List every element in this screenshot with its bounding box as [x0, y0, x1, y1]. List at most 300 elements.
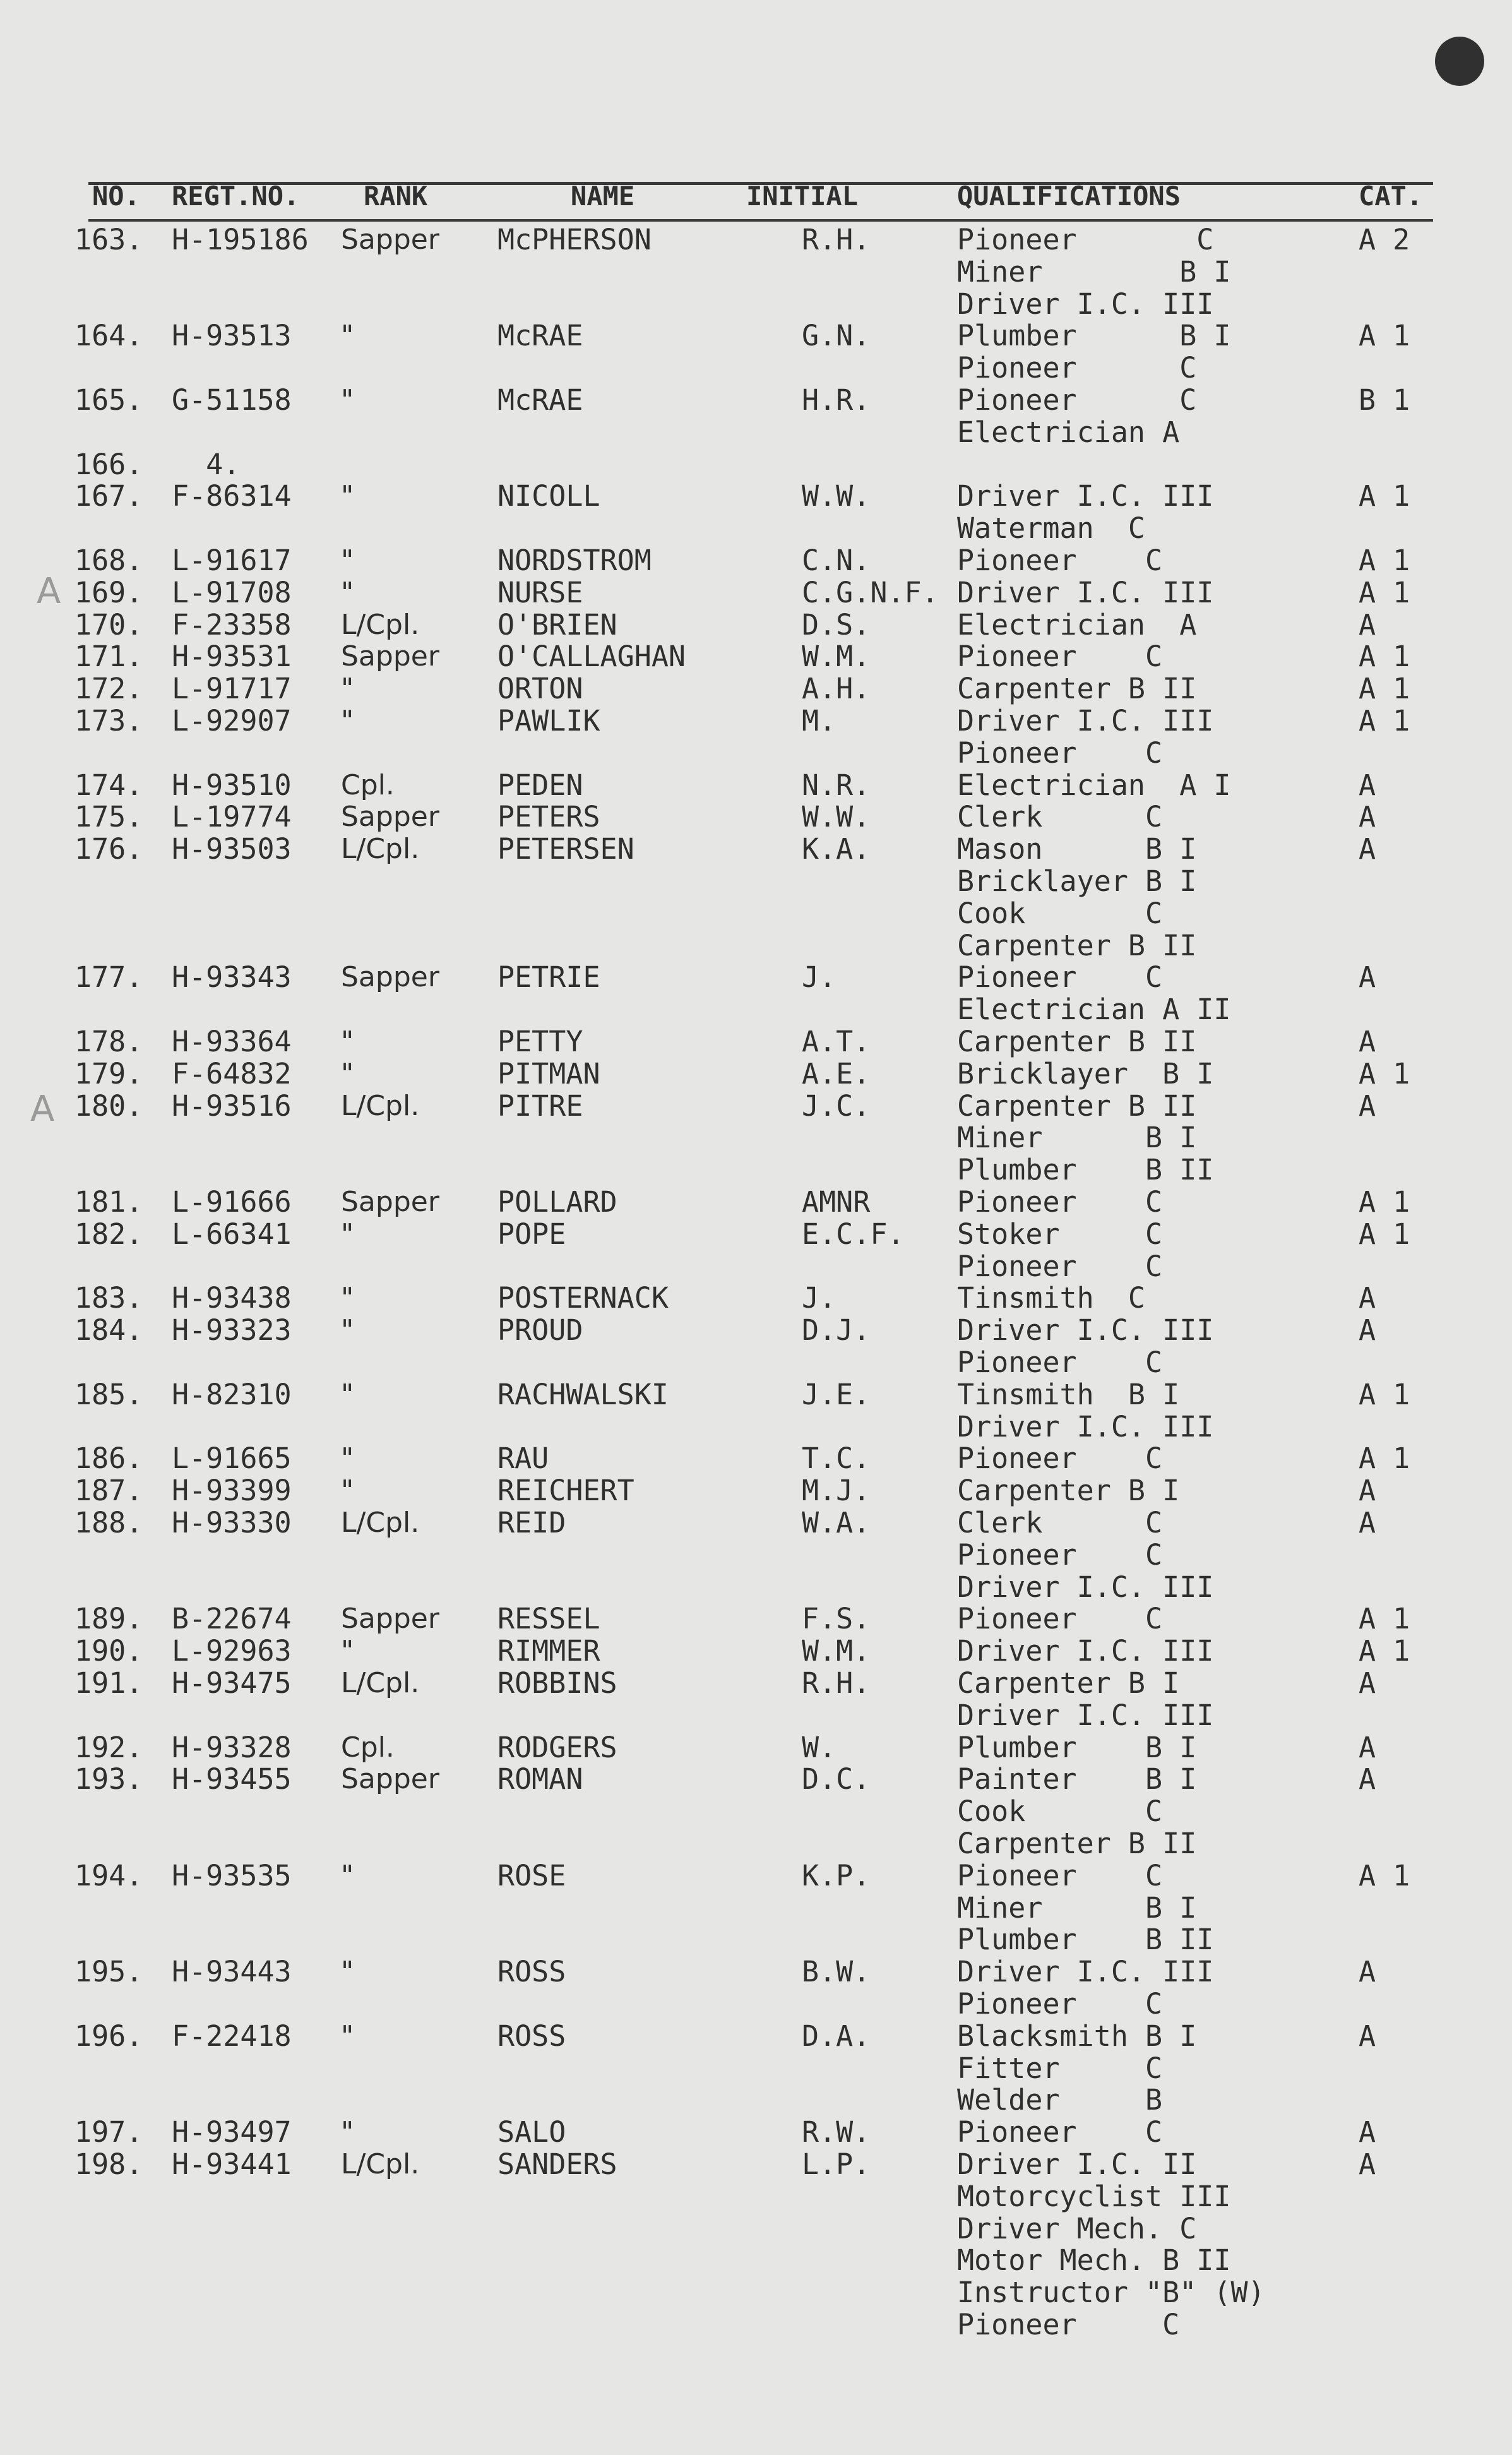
entry-number: 163.	[74, 223, 143, 256]
qualification: Electrician A	[957, 607, 1197, 642]
initials: C.N.	[802, 544, 871, 577]
margin-mark: A	[37, 571, 61, 612]
rank: "	[341, 576, 354, 609]
entry-number: 191.	[74, 1666, 143, 1700]
entry-number: 186.	[74, 1442, 143, 1476]
category: A	[1359, 768, 1376, 802]
qualification: Pioneer C	[957, 383, 1197, 417]
rank: Sapper	[341, 801, 439, 833]
initials: K.A.	[802, 832, 871, 866]
regt-number: H-93399	[172, 1474, 292, 1508]
initials: D.S.	[802, 607, 871, 642]
table-row	[0, 1025, 1512, 1058]
table-row	[0, 512, 1512, 544]
table-row	[0, 2148, 1512, 2180]
category: A	[1359, 1089, 1376, 1123]
table-row	[0, 416, 1512, 448]
qualification: Driver I.C. III	[957, 1698, 1214, 1732]
regt-number: H-93364	[172, 1025, 292, 1058]
rank: "	[341, 544, 354, 576]
qualification: Cook C	[957, 1795, 1163, 1829]
regt-number: H-93531	[172, 640, 292, 674]
table-row	[0, 1507, 1512, 1539]
entry-number: 182.	[74, 1217, 143, 1251]
entry-number: 171.	[74, 640, 143, 674]
qualification: Carpenter B II	[957, 928, 1197, 962]
soldier-name: NORDSTROM	[497, 544, 652, 577]
table-row	[0, 2309, 1512, 2341]
qualification: Mason B I	[957, 832, 1197, 866]
initials: W.W.	[802, 479, 871, 513]
initials: L.P.	[802, 2147, 871, 2181]
category: A	[1359, 2019, 1376, 2053]
rank: Sapper	[341, 224, 439, 256]
soldier-name: ROSE	[497, 1858, 566, 1892]
initials: F.S.	[802, 1602, 871, 1636]
table-row	[0, 256, 1512, 288]
rank: "	[341, 1442, 354, 1475]
category: A 1	[1359, 1377, 1410, 1411]
regt-number: G-51158	[172, 383, 292, 417]
table-row	[0, 737, 1512, 769]
rank: L/Cpl.	[341, 833, 420, 866]
table-row	[0, 1667, 1512, 1699]
qualification: Driver I.C. III	[957, 1570, 1214, 1604]
entry-number: 192.	[74, 1730, 143, 1764]
category: A	[1359, 1666, 1376, 1700]
qualification: Driver I.C. III	[957, 704, 1214, 738]
qualification: Driver I.C. II	[957, 2147, 1197, 2181]
qualification: Pioneer C	[957, 1185, 1163, 1219]
regt-number: H-93330	[172, 1506, 292, 1539]
table-row	[0, 1795, 1512, 1827]
table-row	[0, 1378, 1512, 1411]
qualification: Miner B I	[957, 1891, 1197, 1925]
rank: "	[341, 1025, 354, 1058]
rank: "	[341, 1282, 354, 1315]
rank: Sapper	[341, 640, 439, 673]
table-row	[0, 640, 1512, 672]
initials: M.J.	[802, 1474, 871, 1508]
qualification: Driver Mech. C	[957, 2211, 1197, 2245]
qualification: Carpenter B II	[957, 672, 1197, 706]
category: A	[1359, 1025, 1376, 1058]
soldier-name: SALO	[497, 2115, 566, 2149]
rank: L/Cpl.	[341, 1089, 420, 1122]
initials: W.M.	[802, 640, 871, 674]
regt-number: H-82310	[172, 1377, 292, 1411]
table-row	[0, 1090, 1512, 1122]
soldier-name: PETTY	[497, 1025, 583, 1058]
category: A 1	[1359, 1442, 1410, 1476]
table-row	[0, 1603, 1512, 1635]
table-row	[0, 897, 1512, 929]
entry-number: 166.	[74, 447, 143, 481]
table-row	[0, 1731, 1512, 1764]
regt-number: H-93510	[172, 768, 292, 802]
category: A	[1359, 800, 1376, 834]
soldier-name: PITRE	[497, 1089, 583, 1123]
table-row	[0, 1154, 1512, 1186]
regt-number: L-91717	[172, 672, 292, 706]
qualification: Pioneer C	[957, 1538, 1163, 1572]
entry-number: 176.	[74, 832, 143, 866]
entry-number: 180.	[74, 1089, 143, 1123]
qualification: Electrician A II	[957, 993, 1231, 1027]
regt-number: H-93455	[172, 1762, 292, 1796]
qualification: Fitter C	[957, 2051, 1163, 2085]
rank: "	[341, 2019, 354, 2052]
initials: D.C.	[802, 1762, 871, 1796]
table-row	[0, 1121, 1512, 1154]
regt-number: F-64832	[172, 1056, 292, 1090]
rank: "	[341, 384, 354, 416]
qualification: Plumber B II	[957, 1923, 1214, 1957]
regt-number: L-66341	[172, 1217, 292, 1251]
qualification: Pioneer C	[957, 960, 1163, 995]
qualification: Driver I.C. III	[957, 575, 1214, 609]
category: A 1	[1359, 1858, 1410, 1892]
category: A	[1359, 1474, 1376, 1508]
regt-number: 4.	[172, 447, 241, 481]
regt-number: H-93343	[172, 960, 292, 995]
initials: D.A.	[802, 2019, 871, 2053]
category: A	[1359, 1762, 1376, 1796]
qualification: Cook C	[957, 896, 1163, 930]
entry-number: 173.	[74, 704, 143, 738]
category: A 1	[1359, 1185, 1410, 1219]
qualification: Pioneer C	[957, 1442, 1163, 1476]
qualification: Blacksmith B I	[957, 2019, 1197, 2053]
table-row	[0, 2180, 1512, 2213]
header-rank: RANK	[364, 181, 428, 212]
rank: Sapper	[341, 1186, 439, 1218]
soldier-name: ROSS	[497, 1955, 566, 1989]
qualification: Clerk C	[957, 800, 1163, 834]
entry-number: 195.	[74, 1955, 143, 1989]
header-bottom-rule	[88, 219, 1433, 222]
qualification: Motor Mech. B II	[957, 2243, 1231, 2278]
table-row	[0, 320, 1512, 352]
qualification: Tinsmith B I	[957, 1377, 1180, 1411]
table-row	[0, 2116, 1512, 2148]
regt-number: H-93516	[172, 1089, 292, 1123]
qualification: Pioneer C	[957, 544, 1163, 577]
rank: Cpl.	[341, 768, 395, 801]
table-row	[0, 2020, 1512, 2052]
soldier-name: POSTERNACK	[497, 1281, 669, 1315]
qualification: Carpenter B II	[957, 1089, 1197, 1123]
soldier-name: PETERS	[497, 800, 600, 834]
table-row	[0, 1218, 1512, 1250]
initials: R.H.	[802, 223, 871, 256]
initials: R.W.	[802, 2115, 871, 2149]
qualification: Pioneer C	[957, 223, 1214, 256]
header-regt-no: REGT.NO.	[172, 181, 300, 212]
qualification: Plumber B II	[957, 1153, 1214, 1187]
initials: W.A.	[802, 1506, 871, 1539]
table-row	[0, 544, 1512, 576]
rank: L/Cpl.	[341, 608, 420, 641]
category: A	[1359, 1313, 1376, 1347]
header-initial: INITIAL	[746, 181, 859, 212]
soldier-name: McRAE	[497, 383, 583, 417]
table-row	[0, 1539, 1512, 1571]
rank: "	[341, 320, 354, 352]
rank: "	[341, 1217, 354, 1250]
soldier-name: PITMAN	[497, 1056, 600, 1090]
regt-number: B-22674	[172, 1602, 292, 1636]
rank: "	[341, 705, 354, 737]
table-row	[0, 961, 1512, 993]
rank: L/Cpl.	[341, 2148, 420, 2180]
category: A 1	[1359, 672, 1410, 706]
qualification: Pioneer C	[957, 2308, 1180, 2341]
table-row	[0, 609, 1512, 641]
soldier-name: SANDERS	[497, 2147, 617, 2181]
table-row	[0, 1346, 1512, 1378]
category: A 1	[1359, 1634, 1410, 1668]
entry-number: 198.	[74, 2147, 143, 2181]
qualification: Electrician A	[957, 415, 1180, 449]
soldier-name: RODGERS	[497, 1730, 617, 1764]
regt-number: L-91617	[172, 544, 292, 577]
initials: W.M.	[802, 1634, 871, 1668]
table-row	[0, 1571, 1512, 1603]
category: A	[1359, 1506, 1376, 1539]
rank: L/Cpl.	[341, 1507, 420, 1539]
soldier-name: ROBBINS	[497, 1666, 617, 1700]
table-row	[0, 2244, 1512, 2276]
qualification: Pioneer C	[957, 736, 1163, 770]
qualification: Clerk C	[957, 1506, 1163, 1539]
entry-number: 181.	[74, 1185, 143, 1219]
table-row	[0, 576, 1512, 609]
entry-number: 183.	[74, 1281, 143, 1315]
regt-number: H-195186	[172, 223, 309, 256]
header-no: NO.	[92, 181, 140, 212]
table-row	[0, 929, 1512, 962]
table-row	[0, 1186, 1512, 1218]
category: A 1	[1359, 1602, 1410, 1636]
initials: R.H.	[802, 1666, 871, 1700]
soldier-name: PEDEN	[497, 768, 583, 802]
qualification: Driver I.C. III	[957, 479, 1214, 513]
category: A 2	[1359, 223, 1410, 256]
rank: "	[341, 1474, 354, 1507]
qualification: Driver I.C. III	[957, 1409, 1214, 1443]
category: A 1	[1359, 1056, 1410, 1090]
soldier-name: PAWLIK	[497, 704, 600, 738]
entry-number: 170.	[74, 607, 143, 642]
table-row	[0, 833, 1512, 865]
category: A	[1359, 1955, 1376, 1989]
qualification: Electrician A I	[957, 768, 1231, 802]
header-name: NAME	[571, 181, 635, 212]
table-row	[0, 2213, 1512, 2245]
table-row	[0, 1474, 1512, 1507]
table-row	[0, 865, 1512, 897]
table-row	[0, 288, 1512, 320]
qualification: Driver I.C. III	[957, 287, 1214, 321]
entry-number: 185.	[74, 1377, 143, 1411]
qualification: Pioneer C	[957, 1602, 1163, 1636]
regt-number: L-92963	[172, 1634, 292, 1668]
regt-number: H-93513	[172, 319, 292, 353]
regt-number: H-93535	[172, 1858, 292, 1892]
qualification: Carpenter B I	[957, 1474, 1180, 1508]
qualification: Pioneer C	[957, 1346, 1163, 1379]
category: A 1	[1359, 704, 1410, 738]
rank: "	[341, 1635, 354, 1668]
entry-number: 194.	[74, 1858, 143, 1892]
qualification: Bricklayer B I	[957, 1056, 1214, 1090]
regt-number: L-92907	[172, 704, 292, 738]
entry-number: 178.	[74, 1025, 143, 1058]
initials: J.	[802, 1281, 836, 1315]
qualification: Carpenter B II	[957, 1025, 1197, 1058]
entry-number: 193.	[74, 1762, 143, 1796]
category: A	[1359, 2147, 1376, 2181]
qualification: Carpenter B I	[957, 1666, 1180, 1700]
entry-number: 177.	[74, 960, 143, 995]
entry-number: 172.	[74, 672, 143, 706]
initials: H.R.	[802, 383, 871, 417]
qualification: Plumber B I	[957, 319, 1231, 353]
category: A 1	[1359, 1217, 1410, 1251]
soldier-name: RIMMER	[497, 1634, 600, 1668]
table-row	[0, 993, 1512, 1025]
header-cat: CAT.	[1359, 181, 1423, 212]
soldier-name: McPHERSON	[497, 223, 652, 256]
punch-hole	[1435, 37, 1484, 86]
soldier-name: PETERSEN	[497, 832, 634, 866]
entry-number: 184.	[74, 1313, 143, 1347]
table-row	[0, 1635, 1512, 1667]
category: A 1	[1359, 544, 1410, 577]
entry-number: 169.	[74, 575, 143, 609]
soldier-name: POLLARD	[497, 1185, 617, 1219]
qualification: Bricklayer B I	[957, 864, 1197, 898]
soldier-name: PROUD	[497, 1313, 583, 1347]
soldier-name: ORTON	[497, 672, 583, 706]
regt-number: L-19774	[172, 800, 292, 834]
qualification: Tinsmith C	[957, 1281, 1146, 1315]
table-row	[0, 1699, 1512, 1731]
table-row	[0, 769, 1512, 801]
initials: W.W.	[802, 800, 871, 834]
soldier-name: ROSS	[497, 2019, 566, 2053]
table-row	[0, 1763, 1512, 1795]
regt-number: H-93323	[172, 1313, 292, 1347]
qualification: Painter B I	[957, 1762, 1197, 1796]
initials: G.N.	[802, 319, 871, 353]
table-row	[0, 2052, 1512, 2084]
category: A 1	[1359, 640, 1410, 674]
table-row	[0, 2276, 1512, 2309]
initials: A.H.	[802, 672, 871, 706]
regt-number: H-93441	[172, 2147, 292, 2181]
rank: Sapper	[341, 1603, 439, 1635]
soldier-name: O'BRIEN	[497, 607, 617, 642]
table-row	[0, 1282, 1512, 1314]
category: A	[1359, 607, 1376, 642]
initials: D.J.	[802, 1313, 871, 1347]
regt-number: L-91708	[172, 575, 292, 609]
qualification: Carpenter B II	[957, 1827, 1197, 1860]
regt-number: H-93443	[172, 1955, 292, 1989]
entry-number: 168.	[74, 544, 143, 577]
qualification: Pioneer C	[957, 351, 1197, 385]
soldier-name: RAU	[497, 1442, 549, 1476]
category: A	[1359, 960, 1376, 995]
soldier-name: REID	[497, 1506, 566, 1539]
table-row	[0, 1314, 1512, 1346]
header-qualifications: QUALIFICATIONS	[957, 181, 1181, 212]
regt-number: H-93503	[172, 832, 292, 866]
category: B 1	[1359, 383, 1410, 417]
table-row	[0, 1860, 1512, 1892]
table-row	[0, 1956, 1512, 1988]
qualification: Instructor "B" (W)	[957, 2276, 1265, 2310]
soldier-name: RESSEL	[497, 1602, 600, 1636]
soldier-name: RACHWALSKI	[497, 1377, 669, 1411]
table-row	[0, 448, 1512, 481]
table-row	[0, 801, 1512, 833]
initials: B.W.	[802, 1955, 871, 1989]
rank: Sapper	[341, 1763, 439, 1796]
initials: W.	[802, 1730, 836, 1764]
qualification: Motorcyclist III	[957, 2179, 1231, 2213]
regt-number: H-93438	[172, 1281, 292, 1315]
initials: K.P.	[802, 1858, 871, 1892]
soldier-name: POPE	[497, 1217, 566, 1251]
qualification: Welder B	[957, 2083, 1163, 2117]
entry-number: 187.	[74, 1474, 143, 1508]
entry-number: 165.	[74, 383, 143, 417]
qualification: Stoker C	[957, 1217, 1163, 1251]
regt-number: F-23358	[172, 607, 292, 642]
entry-number: 190.	[74, 1634, 143, 1668]
initials: J.E.	[802, 1377, 871, 1411]
soldier-name: PETRIE	[497, 960, 600, 995]
qualification: Plumber B I	[957, 1730, 1197, 1764]
initials: T.C.	[802, 1442, 871, 1476]
category: A	[1359, 1281, 1376, 1315]
regt-number: H-93328	[172, 1730, 292, 1764]
soldier-name: O'CALLAGHAN	[497, 640, 686, 674]
initials: J.C.	[802, 1089, 871, 1123]
qualification: Miner B I	[957, 1121, 1197, 1155]
qualification: Pioneer C	[957, 1987, 1163, 2021]
qualification: Pioneer C	[957, 2115, 1163, 2149]
qualification: Driver I.C. III	[957, 1634, 1214, 1668]
table-row	[0, 1058, 1512, 1090]
rank: "	[341, 480, 354, 513]
table-row	[0, 705, 1512, 737]
qualification: Driver I.C. III	[957, 1313, 1214, 1347]
table-row	[0, 1250, 1512, 1282]
table-row	[0, 480, 1512, 512]
initials: N.R.	[802, 768, 871, 802]
rank: Sapper	[341, 961, 439, 994]
entry-number: 167.	[74, 479, 143, 513]
table-row	[0, 1442, 1512, 1474]
entry-number: 197.	[74, 2115, 143, 2149]
category: A	[1359, 2115, 1376, 2149]
table-row	[0, 2084, 1512, 2116]
entry-number: 189.	[74, 1602, 143, 1636]
